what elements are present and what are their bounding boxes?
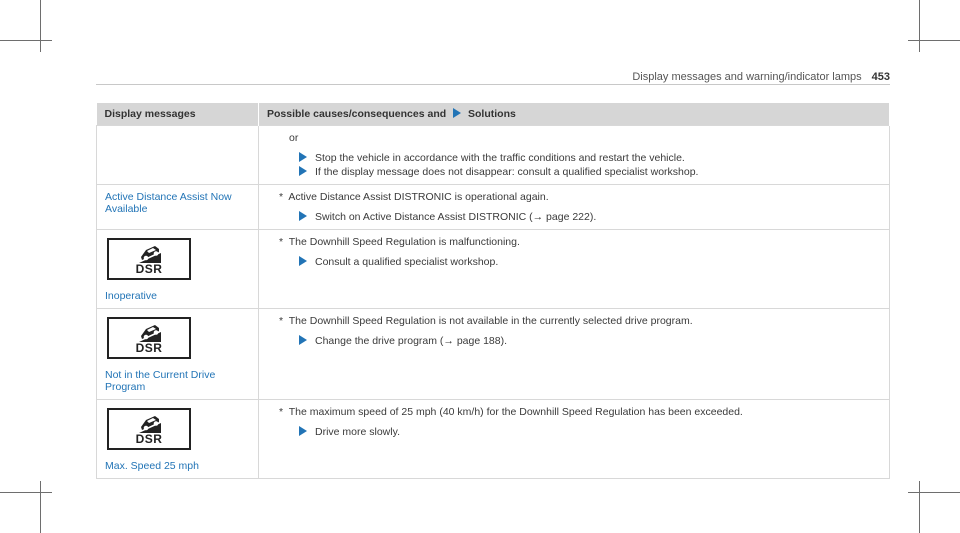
col-header-solutions-text: Solutions <box>468 108 516 120</box>
triangle-right-icon <box>299 152 307 162</box>
cause-text-content: The maximum speed of 25 mph (40 km/h) for the Downhill Speed Regulation has been exceeded. <box>288 406 743 418</box>
bullet-mark: * <box>279 315 284 327</box>
crop-mark <box>919 481 920 533</box>
crop-mark <box>908 492 960 493</box>
solution-cell <box>259 185 890 230</box>
solution-step <box>299 256 881 268</box>
dsr-indicator <box>107 238 191 280</box>
table-row <box>97 185 890 230</box>
solution-cell <box>259 400 890 479</box>
crop-mark <box>0 492 52 493</box>
crop-mark <box>40 0 41 52</box>
messages-table <box>96 103 890 479</box>
triangle-right-icon <box>299 426 307 436</box>
message-cell <box>97 309 259 400</box>
cause-text <box>279 406 881 418</box>
bullet-mark: * <box>279 406 284 418</box>
col-header-causes-text: Possible causes/consequences and <box>267 108 447 120</box>
message-text: Inoperative <box>105 290 157 302</box>
table-row <box>97 230 890 309</box>
table-row <box>97 309 890 400</box>
solution-step <box>299 335 881 347</box>
step-text: Stop the vehicle in accordance with the traffic conditions and restart the vehicle. <box>315 152 685 164</box>
step-text: Switch on Active Distance Assist DISTRONIC (→ page 222). <box>315 211 597 223</box>
dsr-label: DSR <box>135 262 163 276</box>
step-text: Drive more slowly. <box>315 426 400 438</box>
crop-mark <box>908 40 960 41</box>
crop-mark <box>0 40 52 41</box>
cause-text-content: The Downhill Speed Regulation is not available in the currently selected drive program. <box>288 315 693 327</box>
solution-step <box>299 426 881 438</box>
solution-cell <box>259 309 890 400</box>
solution-cell <box>259 230 890 309</box>
running-header <box>632 71 890 83</box>
dsr-indicator <box>107 317 191 359</box>
col-header-causes <box>259 103 890 126</box>
cause-text-content: Active Distance Assist DISTRONIC is operational again. <box>288 191 549 203</box>
step-text: Change the drive program (→ page 188). <box>315 335 508 347</box>
cause-text <box>279 315 881 327</box>
triangle-right-icon <box>299 166 307 176</box>
dsr-label: DSR <box>135 341 163 355</box>
message-text: Not in the Current Drive Program <box>105 369 216 393</box>
crop-mark <box>40 481 41 533</box>
table-row <box>97 126 890 185</box>
solution-cell <box>259 126 890 185</box>
triangle-right-icon <box>453 108 461 118</box>
cause-text <box>279 191 881 203</box>
or-text: or <box>289 132 299 144</box>
triangle-right-icon <box>299 256 307 266</box>
message-cell <box>97 126 259 185</box>
message-cell <box>97 400 259 479</box>
bullet-mark: * <box>279 236 284 248</box>
table-header-row <box>97 103 890 126</box>
message-text: Active Distance Assist Now Available <box>105 191 232 215</box>
page-number: 453 <box>871 71 890 83</box>
section-title: Display messages and warning/indicator lamps <box>632 71 862 83</box>
solution-step <box>299 211 881 223</box>
message-cell <box>97 185 259 230</box>
step-text: Consult a qualified specialist workshop. <box>315 256 499 268</box>
table-row <box>97 400 890 479</box>
message-cell <box>97 230 259 309</box>
triangle-right-icon <box>299 335 307 345</box>
dsr-label: DSR <box>135 432 163 446</box>
step-text: If the display message does not disappear: consult a qualified specialist workshop. <box>315 166 699 178</box>
solution-step <box>299 166 881 178</box>
header-rule <box>96 84 890 85</box>
solution-step <box>299 152 881 164</box>
crop-mark <box>919 0 920 52</box>
triangle-right-icon <box>299 211 307 221</box>
cause-text <box>279 236 881 248</box>
bullet-mark: * <box>279 191 284 203</box>
dsr-indicator <box>107 408 191 450</box>
message-text: Max. Speed 25 mph <box>105 460 199 472</box>
col-header-messages: Display messages <box>97 103 259 126</box>
cause-text-content: The Downhill Speed Regulation is malfunctioning. <box>288 236 520 248</box>
